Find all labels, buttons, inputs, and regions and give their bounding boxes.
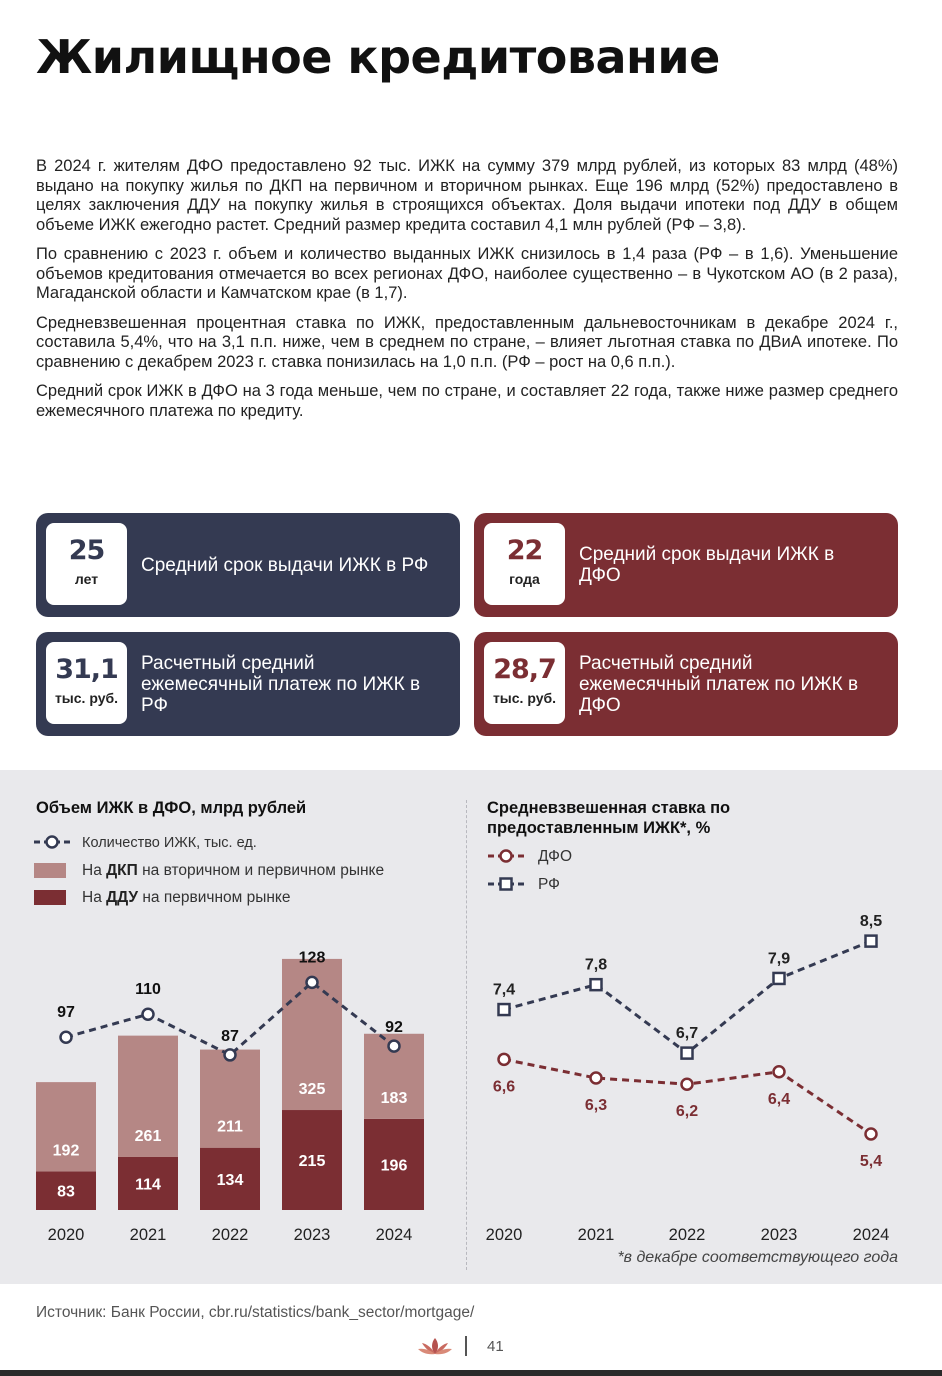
paragraph: Средний срок ИЖК в ДФО на 3 года меньше, чем по стране, и составляет 22 года, также ниже размер среднего ежемесячного платежа по кредиту. <box>36 382 898 420</box>
chart-footnote: *в декабре соответствующего года <box>617 1249 898 1266</box>
x-tick-label: 2020 <box>47 1226 85 1244</box>
count-label: 87 <box>221 1027 239 1045</box>
legend-rf: РФ <box>538 876 560 893</box>
bar-dkp-label: 261 <box>134 1127 162 1145</box>
count-point <box>61 1032 72 1043</box>
legend-ddu: На ДДУ на первичном рынке <box>82 889 291 906</box>
rf-point <box>682 1048 693 1059</box>
x-tick-label: 2021 <box>577 1226 615 1244</box>
kpi-value: 28,7 <box>493 654 556 685</box>
x-tick-label: 2024 <box>375 1226 413 1244</box>
bar-chart-title: Объем ИЖК в ДФО, млрд рублей <box>36 799 307 817</box>
rf-point <box>866 936 877 947</box>
count-label: 128 <box>298 949 326 967</box>
legend-count: Количество ИЖК, тыс. ед. <box>82 835 257 851</box>
intro-text <box>36 157 898 431</box>
dfo-point <box>591 1073 602 1084</box>
bar-dkp-label: 183 <box>380 1089 408 1107</box>
count-point <box>143 1009 154 1020</box>
count-label: 92 <box>385 1019 403 1037</box>
dfo-label: 6,6 <box>492 1078 516 1096</box>
rf-label: 6,7 <box>675 1025 699 1043</box>
rf-label: 7,9 <box>767 950 791 968</box>
kpi-card-term-rf <box>36 513 460 617</box>
count-label: 110 <box>135 981 161 999</box>
paragraph: По сравнению с 2023 г. объем и количество выданных ИЖК снизилось в 1,4 раза (РФ – в 1,6). Уменьшение объемов кредитования отмечается во всех регионах ДФО, наиболее существенно – в Чукотском АО (в 2 раза), Магаданской области и Камчатском крае (в 1,7). <box>36 245 898 302</box>
kpi-unit: лет <box>74 571 99 587</box>
kpi-label: Средний срок выдачи ИЖК в РФ <box>141 554 429 576</box>
bar-ddu-label: 114 <box>135 1176 161 1194</box>
page-separator <box>465 1336 467 1356</box>
source-note: Источник: Банк России, cbr.ru/statistics/bank_sector/mortgage/ <box>36 1304 475 1321</box>
bar-chart <box>0 920 466 1260</box>
dfo-label: 6,2 <box>675 1103 699 1121</box>
kpi-value: 22 <box>506 535 543 566</box>
page-title: Жилищное кредитование <box>36 30 720 84</box>
count-point <box>389 1041 400 1052</box>
kpi-unit: тыс. руб. <box>492 690 557 706</box>
kpi-label: Средний срок выдачи ИЖК в ДФО <box>579 544 835 586</box>
dfo-line <box>504 1059 871 1134</box>
dfo-point <box>499 1054 510 1065</box>
kpi-unit: года <box>509 571 540 587</box>
line-chart-title: Средневзвешенная ставка по предоставленным ИЖК*, % <box>487 799 731 837</box>
kpi-badge <box>46 642 127 724</box>
rf-label: 8,5 <box>859 913 883 931</box>
dfo-label: 6,3 <box>584 1097 608 1114</box>
bar-ddu-label: 83 <box>57 1183 75 1201</box>
rf-point <box>774 973 785 984</box>
count-label: 97 <box>57 1004 75 1022</box>
kpi-badge <box>484 642 565 724</box>
dfo-point <box>774 1066 785 1077</box>
legend-dfo-marker <box>484 846 534 866</box>
paragraph: Средневзвешенная процентная ставка по ИЖК, предоставленным дальневосточникам в декабре 2024 г., составила 5,4%, что на 3,1 п.п. ниже, чем в среднем по стране, – влияет льготная ставка по ДВиА ипотеке. По сравнению с декабрем 2023 г. ставка понизилась на 1,0 п.п. (РФ – рост на 0,6 п.п.). <box>36 313 898 371</box>
legend-line-marker <box>30 832 80 852</box>
page-number: 41 <box>487 1338 504 1355</box>
bar-dkp-label: 211 <box>217 1118 243 1136</box>
kpi-unit: тыс. руб. <box>54 690 119 706</box>
bottom-bar <box>0 1370 942 1376</box>
kpi-label: Расчетный средний ежемесячный платеж по ИЖК в ДФО <box>579 652 859 716</box>
kpi-card-payment-dfo <box>474 632 898 736</box>
rf-label: 7,4 <box>492 981 516 999</box>
bar-ddu-label: 134 <box>216 1171 244 1189</box>
x-tick-label: 2023 <box>293 1226 331 1244</box>
count-point <box>225 1049 236 1060</box>
kpi-badge <box>46 523 127 605</box>
bar-ddu-label: 215 <box>298 1153 326 1171</box>
bar-dkp-label: 192 <box>52 1142 80 1160</box>
kpi-value: 31,1 <box>55 654 118 685</box>
x-tick-label: 2023 <box>760 1226 798 1244</box>
dfo-point <box>866 1129 877 1140</box>
x-tick-label: 2020 <box>485 1226 523 1244</box>
line-chart <box>467 890 942 1260</box>
x-tick-label: 2022 <box>668 1226 706 1244</box>
kpi-value: 25 <box>68 535 105 566</box>
kpi-card-payment-rf <box>36 632 460 736</box>
kpi-badge <box>484 523 565 605</box>
rf-label: 7,8 <box>584 956 608 974</box>
legend-dfo: ДФО <box>538 848 572 865</box>
rf-point <box>499 1004 510 1015</box>
bar-dkp-label: 325 <box>298 1081 326 1099</box>
count-point <box>307 977 318 988</box>
legend-swatch-dkp <box>34 863 66 878</box>
legend-dkp: На ДКП на вторичном и первичном рынке <box>82 862 385 879</box>
lotus-logo-icon <box>416 1335 454 1357</box>
x-tick-label: 2022 <box>211 1226 249 1244</box>
dfo-label: 5,4 <box>859 1153 883 1170</box>
kpi-card-term-dfo <box>474 513 898 617</box>
rf-point <box>591 979 602 990</box>
dfo-point <box>682 1079 693 1090</box>
bar-ddu-label: 196 <box>380 1157 408 1175</box>
paragraph: В 2024 г. жителям ДФО предоставлено 92 тыс. ИЖК на сумму 379 млрд рублей, из которых 83 млрд (48%) выдано на покупку жилья по ДКП на первичном и вторичном рынках. Еще 196 млрд (52%) предоставлено в целях заключения ДДУ на покупку жилья в строящихся объектах. Доля выдачи ипотеки под ДДУ в общем объеме ИЖК ежегодно растет. Средний размер кредита составил 4,1 млн рублей (РФ – 3,8). <box>36 157 898 234</box>
legend-swatch-ddu <box>34 890 66 905</box>
x-tick-label: 2021 <box>129 1226 167 1244</box>
dfo-label: 6,4 <box>767 1090 791 1108</box>
x-tick-label: 2024 <box>852 1226 890 1244</box>
kpi-label: Расчетный средний ежемесячный платеж по ИЖК в РФ <box>141 652 421 716</box>
